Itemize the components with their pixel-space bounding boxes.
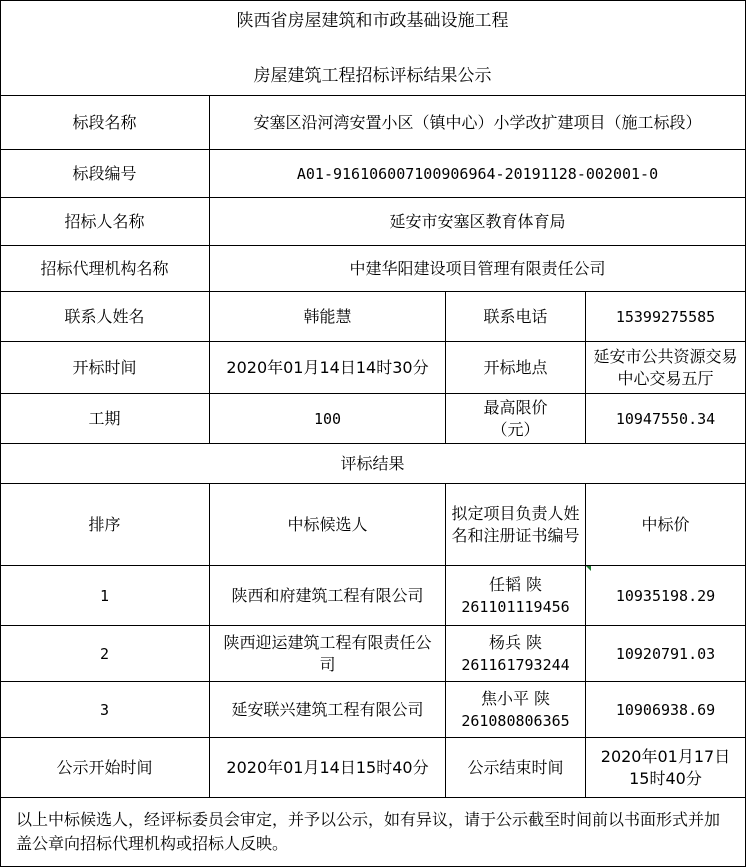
results-heading: 评标结果	[0, 444, 746, 484]
table-row-rank: 1	[0, 566, 210, 626]
publicity-end-label: 公示结束时间	[446, 738, 586, 798]
section-name-value: 安塞区沿河湾安置小区（镇中心）小学改扩建项目（施工标段）	[210, 96, 746, 150]
manager-cert: 261161793244	[461, 655, 570, 674]
period-value: 100	[210, 394, 446, 444]
publicity-end-value	[586, 738, 746, 798]
price-header: 中标价	[586, 484, 746, 566]
table-row-price: 10906938.69	[586, 682, 746, 738]
table-row-manager	[446, 682, 586, 738]
table-row-rank: 3	[0, 682, 210, 738]
phone-value: 15399275585	[586, 292, 746, 342]
section-name-label: 标段名称	[0, 96, 210, 150]
page-title-block	[0, 0, 746, 96]
manager-header: 拟定项目负责人姓名和注册证书编号	[446, 484, 586, 566]
open-time-label: 开标时间	[0, 342, 210, 394]
table-row-price: 10935198.29	[586, 566, 746, 626]
candidate-header: 中标候选人	[210, 484, 446, 566]
table-row-rank: 2	[0, 626, 210, 682]
agent-value: 中建华阳建设项目管理有限责任公司	[210, 246, 746, 292]
contact-label: 联系人姓名	[0, 292, 210, 342]
agent-label: 招标代理机构名称	[0, 246, 210, 292]
table-row-manager	[446, 566, 586, 626]
max-price-value: 10947550.34	[586, 394, 746, 444]
open-place-label: 开标地点	[446, 342, 586, 394]
notice-text: 以上中标候选人，经评标委员会审定，并予以公示，如有异议，请于公示截至时间前以书面形式并加盖公章向招标代理机构或招标人反映。	[0, 798, 746, 867]
title-line-1: 陕西省房屋建筑和市政基础设施工程	[236, 11, 509, 31]
publicity-start-value: 2020年01月14日15时40分	[210, 738, 446, 798]
table-row-candidate: 延安联兴建筑工程有限公司	[210, 682, 446, 738]
publicity-start-label: 公示开始时间	[0, 738, 210, 798]
manager-name: 焦小平 陕	[480, 688, 551, 708]
manager-name: 任韬 陕	[488, 574, 543, 594]
table-row-manager	[446, 626, 586, 682]
contact-value: 韩能慧	[210, 292, 446, 342]
tenderer-label: 招标人名称	[0, 198, 210, 246]
open-place-value: 延安市公共资源交易中心交易五厅	[586, 342, 746, 394]
section-no-label: 标段编号	[0, 150, 210, 198]
publicity-end-time: 15时40分	[629, 768, 702, 788]
tenderer-value: 延安市安塞区教育体育局	[210, 198, 746, 246]
manager-name: 杨兵 陕	[488, 632, 543, 652]
publicity-end-date: 2020年01月17日	[600, 746, 731, 766]
max-price-label: 最高限价（元）	[446, 394, 586, 444]
open-time-value: 2020年01月14日14时30分	[210, 342, 446, 394]
rank-header: 排序	[0, 484, 210, 566]
table-row-price: 10920791.03	[586, 626, 746, 682]
table-row-candidate: 陕西迎运建筑工程有限责任公司	[210, 626, 446, 682]
period-label: 工期	[0, 394, 210, 444]
title-line-2: 房屋建筑工程招标评标结果公示	[253, 66, 492, 86]
table-row-candidate: 陕西和府建筑工程有限公司	[210, 566, 446, 626]
phone-label: 联系电话	[446, 292, 586, 342]
manager-cert: 261101119456	[461, 597, 570, 616]
section-no-value: A01-916106007100906964-20191128-002001-0	[210, 150, 746, 198]
manager-cert: 261080806365	[461, 711, 570, 730]
